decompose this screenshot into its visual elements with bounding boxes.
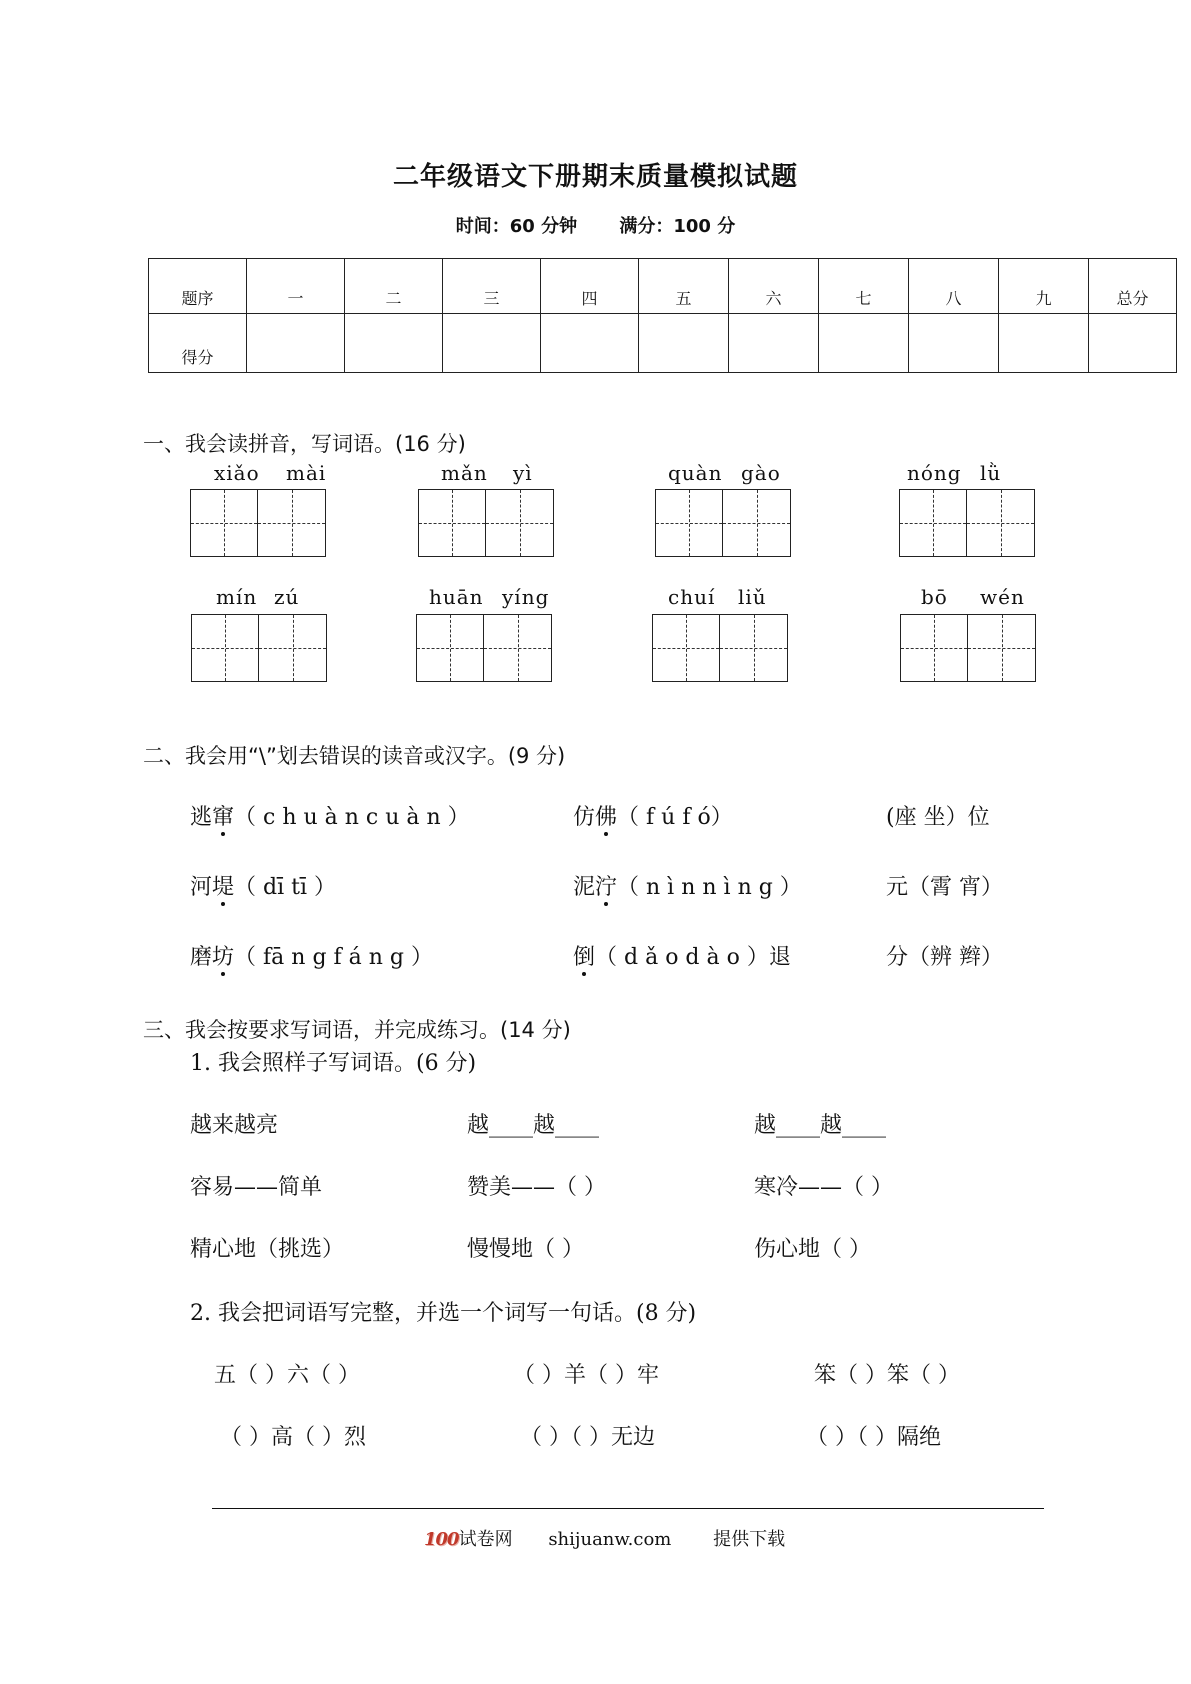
pinyin: liǔ: [738, 585, 767, 609]
correction-item[interactable]: 磨坊（ fā n g f á n g ）: [190, 945, 433, 970]
writing-cell[interactable]: [967, 490, 1034, 556]
page-title: 二年级语文下册期末质量模拟试题: [392, 162, 798, 192]
pinyin: nóng: [907, 461, 962, 485]
correction-item[interactable]: 河堤（ dī tī ）: [190, 875, 337, 900]
score-row-label: 得分: [149, 314, 247, 373]
writing-grid[interactable]: [416, 614, 552, 682]
writing-cell[interactable]: [417, 615, 484, 681]
exam-time: 时间：60 分钟: [455, 216, 578, 237]
correction-item[interactable]: (座 坐）位: [886, 805, 990, 830]
pinyin: mǎn: [441, 461, 488, 485]
footer-divider: [212, 1508, 1044, 1509]
header-cell: 五: [639, 259, 729, 314]
writing-cell[interactable]: [486, 490, 553, 556]
writing-cell[interactable]: [259, 615, 326, 681]
correction-item[interactable]: 分（辨 辫）: [886, 945, 1003, 970]
dotted-char: 倒: [573, 945, 596, 970]
writing-cell[interactable]: [484, 615, 551, 681]
section1-title: 一、我会读拼音，写词语。(16 分): [143, 432, 466, 456]
dotted-char: 坊: [212, 945, 235, 970]
section2-title: 二、我会用“\”划去错误的读音或汉字。(9 分): [143, 744, 566, 768]
exam-full-score: 满分：100 分: [619, 216, 736, 237]
site-name: 试卷网: [458, 1529, 513, 1550]
pinyin: yì: [513, 461, 533, 485]
header-cell: 总分: [1089, 259, 1177, 314]
fill-idiom[interactable]: （ ）羊（ ）牢: [513, 1363, 659, 1388]
score-table-header-row: [149, 259, 1177, 314]
pinyin: bō: [921, 585, 948, 609]
writing-cell[interactable]: [653, 615, 720, 681]
writing-grid[interactable]: [899, 489, 1035, 557]
header-cell: 一: [247, 259, 345, 314]
fill-idiom[interactable]: （ ）（ ）无边: [520, 1425, 655, 1450]
writing-cell[interactable]: [656, 490, 723, 556]
pinyin: mài: [286, 461, 327, 485]
pinyin: wén: [980, 585, 1025, 609]
fill-idiom[interactable]: （ ）高（ ）烈: [220, 1425, 366, 1450]
site-logo: 100: [424, 1529, 459, 1550]
footer: [424, 1525, 785, 1551]
pinyin: huān: [429, 585, 484, 609]
example-word: 容易——简单: [190, 1175, 323, 1200]
correction-item[interactable]: 泥泞（ n ì n n ì n g ）: [573, 875, 802, 900]
writing-cell[interactable]: [720, 615, 787, 681]
writing-cell[interactable]: [419, 490, 486, 556]
pinyin: mín: [216, 585, 258, 609]
fill-word[interactable]: 越____越____: [754, 1113, 887, 1138]
header-cell: 四: [541, 259, 639, 314]
fill-word[interactable]: 寒冷——（ ）: [754, 1175, 893, 1200]
pinyin: chuí: [668, 585, 716, 609]
score-table-score-row: [149, 314, 1177, 373]
section3-title: 三、我会按要求写词语，并完成练习。(14 分): [143, 1018, 571, 1042]
header-cell: 七: [819, 259, 909, 314]
writing-cell[interactable]: [901, 615, 968, 681]
pinyin: zú: [274, 585, 300, 609]
writing-cell[interactable]: [968, 615, 1035, 681]
pinyin: xiǎo: [214, 461, 260, 485]
score-cell[interactable]: [443, 314, 541, 373]
header-cell: 题序: [149, 259, 247, 314]
fill-idiom[interactable]: 五（ ）六（ ）: [214, 1363, 360, 1388]
header-cell: 六: [729, 259, 819, 314]
writing-grid[interactable]: [190, 489, 326, 557]
header-cell: 八: [909, 259, 999, 314]
pinyin: lǜ: [980, 461, 1002, 485]
header-cell: 二: [345, 259, 443, 314]
writing-grid[interactable]: [191, 614, 327, 682]
fill-idiom[interactable]: （ ）（ ）隔绝: [806, 1425, 941, 1450]
dotted-char: 佛: [595, 805, 618, 830]
writing-grid[interactable]: [652, 614, 788, 682]
sub2-title: 2. 我会把词语写完整，并选一个词写一句话。(8 分): [190, 1301, 697, 1326]
pinyin: gào: [741, 461, 781, 485]
score-cell[interactable]: [541, 314, 639, 373]
score-cell[interactable]: [639, 314, 729, 373]
correction-item[interactable]: 仿佛（ f ú f ó）: [573, 805, 733, 830]
fill-word[interactable]: 慢慢地（ ）: [467, 1237, 584, 1262]
dotted-char: 窜: [212, 805, 235, 830]
fill-idiom[interactable]: 笨（ ）笨（ ）: [814, 1363, 960, 1388]
fill-word[interactable]: 伤心地（ ）: [754, 1237, 871, 1262]
example-word: 越来越亮: [190, 1113, 279, 1138]
writing-cell[interactable]: [192, 615, 259, 681]
score-table: [148, 258, 1177, 373]
exam-info: [0, 212, 1191, 238]
correction-item[interactable]: 元（霄 宵）: [886, 875, 1003, 900]
score-cell[interactable]: [999, 314, 1089, 373]
correction-item[interactable]: 逃窜（ c h u à n c u à n ）: [190, 805, 470, 830]
score-cell[interactable]: [819, 314, 909, 373]
writing-cell[interactable]: [900, 490, 967, 556]
dotted-char: 泞: [595, 875, 618, 900]
example-word: 精心地（挑选）: [190, 1237, 345, 1262]
writing-grid[interactable]: [655, 489, 791, 557]
writing-cell[interactable]: [258, 490, 325, 556]
writing-cell[interactable]: [191, 490, 258, 556]
fill-word[interactable]: 赞美——（ ）: [467, 1175, 606, 1200]
header-cell: 九: [999, 259, 1089, 314]
pinyin: yíng: [502, 585, 550, 609]
score-cell[interactable]: [345, 314, 443, 373]
score-cell[interactable]: [909, 314, 999, 373]
correction-item[interactable]: 倒（ d ǎ o d à o ）退: [573, 945, 791, 970]
sub1-title: 1. 我会照样子写词语。(6 分): [190, 1051, 477, 1076]
header-cell: 三: [443, 259, 541, 314]
score-cell[interactable]: [729, 314, 819, 373]
footer-tail: 提供下载: [713, 1529, 786, 1550]
score-cell[interactable]: [247, 314, 345, 373]
score-cell[interactable]: [1089, 314, 1177, 373]
writing-grid[interactable]: [900, 614, 1036, 682]
writing-cell[interactable]: [723, 490, 790, 556]
pinyin: quàn: [668, 461, 723, 485]
site-url[interactable]: shijuanw.com: [548, 1529, 672, 1550]
dotted-char: 堤: [212, 875, 235, 900]
writing-grid[interactable]: [418, 489, 554, 557]
fill-word[interactable]: 越____越____: [467, 1113, 600, 1138]
